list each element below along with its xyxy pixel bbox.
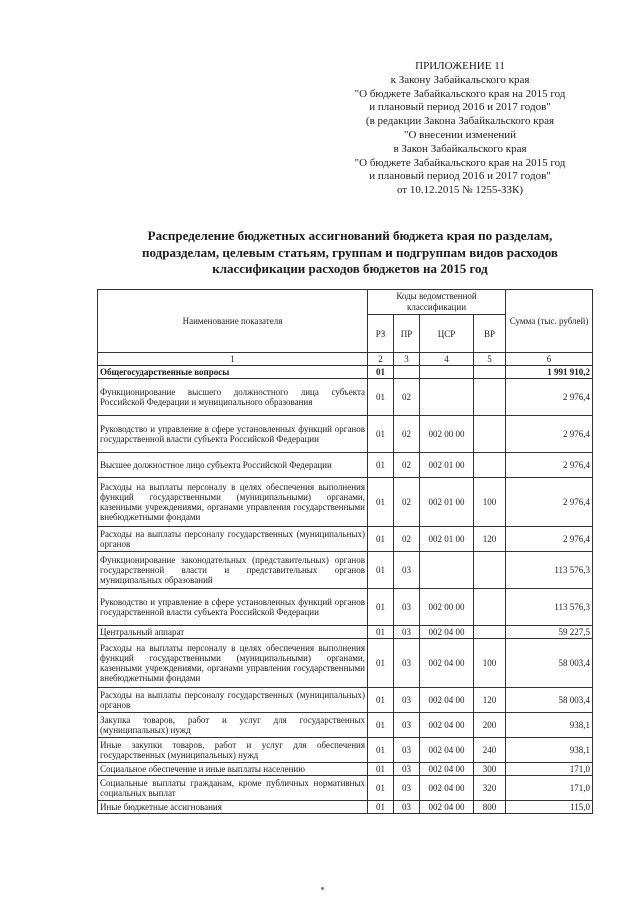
row-name: Расходы на выплаты персоналу государственных (муниципальных) органов <box>98 527 368 552</box>
row-rz: 01 <box>368 626 394 639</box>
row-csr: 002 04 00 <box>420 801 474 814</box>
row-vr: 240 <box>474 738 506 763</box>
row-name: Социальные выплаты гражданам, кроме публичных нормативных социальных выплат <box>98 776 368 801</box>
row-name: Расходы на выплаты персоналу в целях обеспечения выполнения функций государственными (муниципальными) органами, казенными учреждениями, органами управления государственными внебюджетными фондами <box>98 478 368 527</box>
appendix-line: "О внесении изменений <box>403 128 517 141</box>
column-number: 6 <box>506 353 593 366</box>
row-rz: 01 <box>368 639 394 688</box>
row-sum: 171,0 <box>506 763 593 776</box>
row-pr: 02 <box>394 416 420 453</box>
row-vr: 100 <box>474 478 506 527</box>
row-vr <box>474 626 506 639</box>
row-pr: 03 <box>394 589 420 626</box>
table-row <box>98 763 593 776</box>
header-name: Наименование показателя <box>98 290 368 353</box>
row-pr: 03 <box>394 801 420 814</box>
row-rz: 01 <box>368 453 394 478</box>
row-csr <box>420 379 474 416</box>
table-row <box>98 416 593 453</box>
row-rz: 01 <box>368 527 394 552</box>
row-rz: 01 <box>368 763 394 776</box>
budget-table <box>97 289 593 814</box>
row-name: Функционирование высшего должностного лица субъекта Российской Федерации и муниципального образования <box>98 379 368 416</box>
row-vr: 120 <box>474 527 506 552</box>
appendix-line: ПРИЛОЖЕНИЕ 11 <box>415 60 505 72</box>
row-sum: 2 976,4 <box>506 379 593 416</box>
table-row <box>98 688 593 713</box>
row-pr: 03 <box>394 626 420 639</box>
table-row <box>98 366 593 379</box>
row-csr: 002 04 00 <box>420 763 474 776</box>
row-name: Центральный аппарат <box>98 626 368 639</box>
row-csr: 002 01 00 <box>420 453 474 478</box>
row-name: Иные бюджетные ассигнования <box>98 801 368 814</box>
row-vr: 100 <box>474 639 506 688</box>
row-sum: 113 576,3 <box>506 589 593 626</box>
column-number: 1 <box>98 353 368 366</box>
row-pr: 03 <box>394 639 420 688</box>
column-number: 3 <box>394 353 420 366</box>
table-row <box>98 713 593 738</box>
row-csr: 002 01 00 <box>420 527 474 552</box>
table-row <box>98 776 593 801</box>
row-pr: 02 <box>394 379 420 416</box>
table-row <box>98 379 593 416</box>
table-row <box>98 626 593 639</box>
table-row <box>98 589 593 626</box>
row-csr: 002 01 00 <box>420 478 474 527</box>
row-rz: 01 <box>368 589 394 626</box>
appendix-line: от 10.12.2015 № 1255-ЗЗК) <box>396 184 524 197</box>
title-line: классификации расходов бюджетов на 2015 год <box>212 261 488 276</box>
row-name: Общегосударственные вопросы <box>98 366 368 379</box>
row-csr <box>420 552 474 589</box>
header-sum: Сумма (тыс. рублей) <box>506 290 593 353</box>
column-number: 2 <box>368 353 394 366</box>
row-vr: 800 <box>474 801 506 814</box>
table-row <box>98 552 593 589</box>
table-row <box>98 738 593 763</box>
header-csr: ЦСР <box>420 315 474 353</box>
row-sum: 2 976,4 <box>506 416 593 453</box>
row-sum: 1 991 910,2 <box>506 366 593 379</box>
row-csr: 002 04 00 <box>420 639 474 688</box>
row-csr: 002 00 00 <box>420 416 474 453</box>
row-csr <box>420 366 474 379</box>
appendix-line: к Закону Забайкальского края <box>390 73 530 86</box>
appendix-header <box>330 60 590 198</box>
scan-speck <box>321 887 324 890</box>
row-rz: 01 <box>368 552 394 589</box>
column-number: 5 <box>474 353 506 366</box>
row-csr: 002 00 00 <box>420 589 474 626</box>
row-rz: 01 <box>368 688 394 713</box>
row-pr: 03 <box>394 763 420 776</box>
row-name: Социальное обеспечение и иные выплаты населению <box>98 763 368 776</box>
row-pr: 03 <box>394 688 420 713</box>
title-line: Распределение бюджетных ассигнований бюджета края по разделам, <box>147 228 553 243</box>
row-pr <box>394 366 420 379</box>
row-pr: 02 <box>394 478 420 527</box>
row-csr: 002 04 00 <box>420 626 474 639</box>
row-name: Руководство и управление в сфере установленных функций органов государственной власти субъекта Российской Федерации <box>98 589 368 626</box>
title-line: подразделам, целевым статьям, группам и подгруппам видов расходов <box>142 244 558 260</box>
row-vr: 300 <box>474 763 506 776</box>
row-pr: 03 <box>394 713 420 738</box>
row-sum: 58 003,4 <box>506 639 593 688</box>
row-vr: 320 <box>474 776 506 801</box>
budget-table-body <box>98 366 593 814</box>
row-vr: 120 <box>474 688 506 713</box>
row-pr: 02 <box>394 453 420 478</box>
row-vr <box>474 552 506 589</box>
table-row <box>98 453 593 478</box>
row-rz: 01 <box>368 801 394 814</box>
header-codes-group: Коды ведомственной классификации <box>368 290 506 315</box>
row-rz: 01 <box>368 713 394 738</box>
table-row <box>98 801 593 814</box>
row-csr: 002 04 00 <box>420 738 474 763</box>
table-row <box>98 478 593 527</box>
header-pr: ПР <box>394 315 420 353</box>
row-rz: 01 <box>368 416 394 453</box>
row-vr <box>474 589 506 626</box>
row-sum: 938,1 <box>506 738 593 763</box>
row-sum: 2 976,4 <box>506 527 593 552</box>
row-name: Иные закупки товаров, работ и услуг для обеспечения государственных (муниципальных) нужд <box>98 738 368 763</box>
row-pr: 03 <box>394 552 420 589</box>
row-rz: 01 <box>368 366 394 379</box>
row-rz: 01 <box>368 776 394 801</box>
header-rz: РЗ <box>368 315 394 353</box>
table-row <box>98 527 593 552</box>
row-csr: 002 04 00 <box>420 776 474 801</box>
row-name: Высшее должностное лицо субъекта Российской Федерации <box>98 453 368 478</box>
row-name: Функционирование законодательных (представительных) органов государственной власти и представительных органов муниципальных образований <box>98 552 368 589</box>
column-number: 4 <box>420 353 474 366</box>
row-name: Закупка товаров, работ и услуг для государственных (муниципальных) нужд <box>98 713 368 738</box>
row-vr: 200 <box>474 713 506 738</box>
row-vr <box>474 366 506 379</box>
row-rz: 01 <box>368 478 394 527</box>
row-name: Расходы на выплаты персоналу государственных (муниципальных) органов <box>98 688 368 713</box>
row-sum: 59 227,5 <box>506 626 593 639</box>
row-csr: 002 04 00 <box>420 713 474 738</box>
row-sum: 2 976,4 <box>506 453 593 478</box>
row-name: Руководство и управление в сфере установленных функций органов государственной власти субъекта Российской Федерации <box>98 416 368 453</box>
appendix-line: "О бюджете Забайкальского края на 2015 год <box>354 87 566 100</box>
row-rz: 01 <box>368 379 394 416</box>
header-vr: ВР <box>474 315 506 353</box>
table-row <box>98 639 593 688</box>
row-sum: 938,1 <box>506 713 593 738</box>
appendix-line: и плановый период 2016 и 2017 годов" <box>369 170 551 183</box>
row-vr <box>474 453 506 478</box>
row-sum: 58 003,4 <box>506 688 593 713</box>
appendix-line: в Закон Забайкальского края <box>393 142 527 155</box>
row-sum: 2 976,4 <box>506 478 593 527</box>
row-sum: 115,0 <box>506 801 593 814</box>
row-csr: 002 04 00 <box>420 688 474 713</box>
row-sum: 171,0 <box>506 776 593 801</box>
appendix-line: (в редакции Закона Забайкальского края <box>365 115 555 128</box>
row-pr: 02 <box>394 527 420 552</box>
row-pr: 03 <box>394 738 420 763</box>
row-pr: 03 <box>394 776 420 801</box>
row-vr <box>474 379 506 416</box>
column-number-row <box>98 353 593 366</box>
row-rz: 01 <box>368 738 394 763</box>
row-sum: 113 576,3 <box>506 552 593 589</box>
appendix-line: и плановый период 2016 и 2017 годов" <box>369 101 551 114</box>
row-name: Расходы на выплаты персоналу в целях обеспечения выполнения функций государственными (муниципальными) органами, казенными учреждениями, органами управления государственными внебюджетными фондами <box>98 639 368 688</box>
appendix-line: "О бюджете Забайкальского края на 2015 год <box>354 156 566 169</box>
document-title <box>108 228 592 278</box>
row-vr <box>474 416 506 453</box>
